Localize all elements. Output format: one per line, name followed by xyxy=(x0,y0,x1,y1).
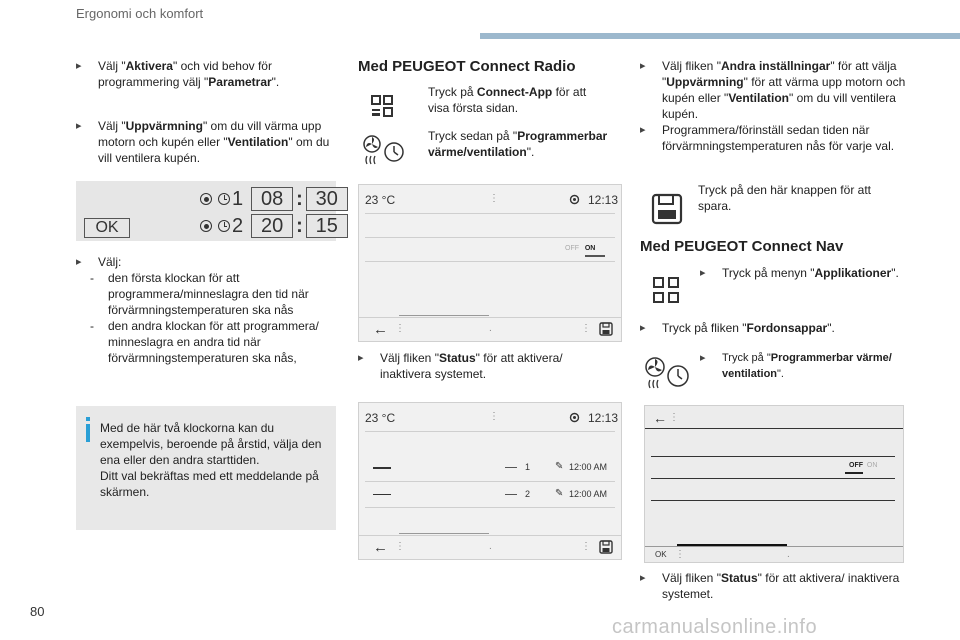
apps-grid-icon xyxy=(652,276,680,304)
bullet-icon: ▸ xyxy=(640,322,646,334)
header-bar xyxy=(480,33,960,39)
ok-button[interactable]: OK xyxy=(84,218,130,238)
clock-icon xyxy=(218,220,230,232)
nav-step-programmable: ▸ Tryck på "Programmerbar värme/ ventilation". xyxy=(700,352,892,380)
instruction-activate: ▸ Välj "Aktivera" och vid behov för programmering välj "Parametrar". xyxy=(76,59,280,89)
instruction-other-settings: ▸ Välj fliken "Andra inställningar" för att välja "Uppvärmning" för att värma upp motorn och kupén eller "Ventilation" om du vill ventilera kupén. xyxy=(640,59,906,121)
clock-number: 2 xyxy=(232,214,244,237)
ok-button[interactable]: OK xyxy=(655,550,667,559)
clock-row-2[interactable]: 2 20 : 15 xyxy=(200,214,348,238)
bullet-icon: ▸ xyxy=(700,267,706,279)
heading-connect-radio: Med PEUGEOT Connect Radio xyxy=(358,58,576,75)
status-toggle[interactable]: OFF ON xyxy=(849,462,878,469)
watermark: carmanualsonline.info xyxy=(612,616,818,638)
back-arrow-icon[interactable]: ← xyxy=(653,410,667,426)
back-arrow-icon[interactable]: ← xyxy=(373,539,388,556)
clock-number: 1 xyxy=(232,187,244,210)
instruction-select-clock: ▸ Välj: - den första klockan för att programmera/minneslagra den tid när förvärmningstemperaturen ska nås - den andra klockan för att programmera/ minneslagra en andra tid när förvärmningstemperaturen ska nås, xyxy=(76,255,319,365)
edit-pencil-icon[interactable]: ✎ xyxy=(555,488,564,499)
fan-clock-icon xyxy=(644,356,690,390)
radio-screen-status: 23 °C ⋮ 12:13 OFF ON ← ⋮ . ⋮ xyxy=(358,184,622,342)
timer-number: 2 xyxy=(525,489,531,499)
radio-selected-icon[interactable] xyxy=(200,193,212,205)
timer-time[interactable]: 12:00 AM xyxy=(569,462,608,472)
section-title: Ergonomi och komfort xyxy=(76,6,204,21)
clock-row-1[interactable]: 1 08 : 30 xyxy=(200,187,348,211)
temperature-readout: 23 °C xyxy=(365,193,396,207)
bullet-icon: ▸ xyxy=(76,256,82,268)
page-number: 80 xyxy=(30,604,45,619)
info-text: Med de här två klockorna kan du exempelvis, beroende på årstid, välja den ena eller den andra starttiden. xyxy=(100,421,322,467)
save-instruction: Tryck på den här knappen för att spara. xyxy=(698,183,871,213)
status-toggle[interactable]: OFF ON xyxy=(565,245,596,252)
clock-panel xyxy=(76,181,336,241)
settings-gear-icon[interactable] xyxy=(568,411,581,424)
edit-pencil-icon[interactable]: ✎ xyxy=(555,461,564,472)
radio-selected-icon[interactable] xyxy=(200,220,212,232)
minute-field[interactable]: 30 xyxy=(306,187,348,211)
nav-step-vehicle-apps: ▸ Tryck på fliken "Fordonsappar". xyxy=(640,321,835,335)
timer-time[interactable]: 12:00 AM xyxy=(569,489,608,499)
back-arrow-icon[interactable]: ← xyxy=(373,321,388,338)
clock-icon xyxy=(218,193,230,205)
save-icon xyxy=(650,192,684,226)
timer-number: 1 xyxy=(525,462,531,472)
minute-field[interactable]: 15 xyxy=(306,214,348,238)
bullet-icon: ▸ xyxy=(76,120,82,132)
nav-screen-status: ← ⋮ OFF ON OK ⋮ . xyxy=(644,405,904,563)
settings-gear-icon[interactable] xyxy=(568,193,581,206)
bullet-icon: ▸ xyxy=(76,60,82,72)
step-connect-app: Tryck på Connect-App för att visa första sidan. xyxy=(428,85,587,115)
clock-readout: 12:13 xyxy=(588,411,619,425)
heading-connect-nav: Med PEUGEOT Connect Nav xyxy=(640,238,844,255)
info-icon xyxy=(86,424,90,442)
info-text: Ditt val bekräftas med ett meddelande på skärmen. xyxy=(100,469,319,499)
save-icon[interactable] xyxy=(599,540,613,554)
bullet-icon: ▸ xyxy=(358,352,364,364)
instruction-heating: ▸ Välj "Uppvärmning" om du vill värma upp motorn och kupén eller "Ventilation" om du vill ventilera kupén. xyxy=(76,119,330,165)
info-box xyxy=(76,406,336,530)
instruction-status-tab: ▸ Välj fliken "Status" för att aktivera/ inaktivera systemet. xyxy=(358,351,563,381)
temperature-readout: 23 °C xyxy=(365,411,396,425)
apps-grid-icon xyxy=(370,94,394,118)
nav-step-applications: ▸ Tryck på menyn "Applikationer". xyxy=(700,266,899,280)
bullet-icon: ▸ xyxy=(640,60,646,72)
radio-screen-timers: 23 °C ⋮ 12:13 1 ✎ 12:00 AM 2 ✎ 12:00 AM ← ⋮ . ⋮ xyxy=(358,402,622,560)
hour-field[interactable]: 20 xyxy=(251,214,293,238)
save-icon[interactable] xyxy=(599,322,613,336)
step-programmable: Tryck sedan på "Programmerbar värme/ventilation". xyxy=(428,129,608,159)
clock-readout: 12:13 xyxy=(588,193,619,207)
bullet-icon: ▸ xyxy=(640,124,646,136)
bullet-icon: ▸ xyxy=(640,572,646,584)
instruction-program-time: ▸ Programmera/förinställ sedan tiden när förvärmningstemperaturen nås för varje val. xyxy=(640,123,895,153)
bullet-icon: ▸ xyxy=(700,352,706,364)
nav-step-status: ▸ Välj fliken "Status" för att aktivera/ inaktivera systemet. xyxy=(640,571,900,601)
fan-clock-icon xyxy=(362,134,406,166)
hour-field[interactable]: 08 xyxy=(251,187,293,211)
